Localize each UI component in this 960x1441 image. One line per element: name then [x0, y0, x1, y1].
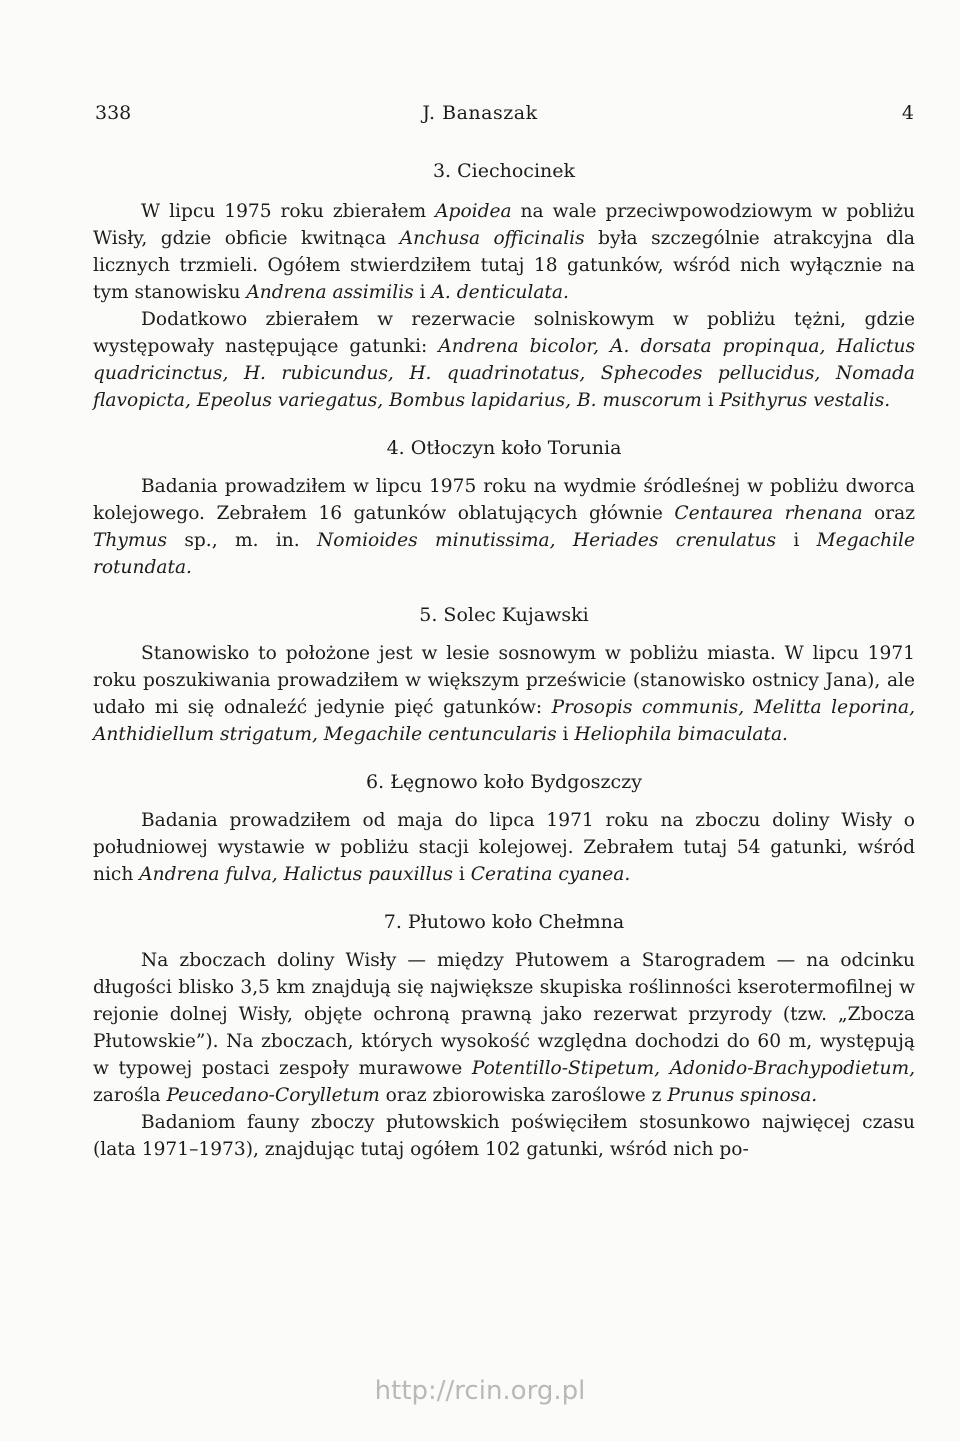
- species-name: Ceratina cyanea.: [470, 864, 631, 885]
- running-title: J. Banaszak: [422, 102, 538, 124]
- section-heading: 6. Łęgnowo koło Bydgoszczy: [366, 771, 642, 793]
- species-name: Anchusa officinalis: [399, 228, 585, 249]
- species-name: Andrena assimilis: [246, 282, 414, 303]
- species-name: Psithyrus vestalis.: [719, 390, 891, 411]
- species-name: Heliophila bimaculata.: [574, 724, 788, 745]
- species-name: A. denticulata.: [431, 282, 569, 303]
- species-name: Thymus: [93, 530, 168, 551]
- paragraph: Badaniom fauny zboczy płutowskich poświęciłem stosunkowo najwięcej czasu (lata 1971–1973), znajdując tutaj ogółem 102 gatunki, wśród nich po-: [93, 1112, 915, 1160]
- species-name: Megachile rotundata.: [93, 530, 915, 578]
- species-name: Potentillo-Stipetum, Adonido-Brachypodietum,: [471, 1058, 915, 1079]
- section-heading: 3. Ciechocinek: [432, 160, 576, 182]
- species-name: Andrena fulva, Halictus pauxillus: [139, 864, 453, 885]
- species-name: Centaurea rhenana: [674, 503, 863, 524]
- section-heading: 7. Płutowo koło Chełmna: [383, 911, 625, 933]
- species-name: Nomioides minutissima, Heriades crenulatus: [316, 530, 777, 551]
- species-name: Prosopis communis, Melitta leporina, Anthidiellum strigatum, Megachile centuncularis: [93, 697, 915, 745]
- paragraph: W lipcu 1975 roku zbierałem Apoidea na wale przeciwpowodziowym w pobliżu Wisły, gdzie obficie kwitnąca Anchusa officinalis była szczególnie atrakcyjna dla licznych trzmieli. Ogółem stwierdziłem tutaj 18 gatunków, wśród nich wyłącznie na tym stanowisku Andrena assimilis i A. denticulata.: [93, 201, 916, 303]
- section-heading: 5. Solec Kujawski: [419, 604, 589, 626]
- paragraph: Badania prowadziłem w lipcu 1975 roku na wydmie śródleśnej w pobliżu dworca kolejowego. Zebrałem 16 gatunków oblatujących głównie Centaurea rhenana oraz Thymus sp., m. in. Nomioides minutissima, Heriades crenulatus i Megachile rotundata.: [93, 476, 915, 578]
- species-name: Andrena bicolor, A. dorsata propinqua, Halictus quadricinctus, H. rubicundus, H. quadrinotatus, Sphecodes pellucidus, Nomada flavopicta, Epeolus variegatus, Bombus lapidarius, B. muscorum: [93, 336, 915, 411]
- paragraph: Stanowisko to położone jest w lesie sosnowym w pobliżu miasta. W lipcu 1971 roku poszukiwania prowadziłem w większym prześwicie (stanowisko ostnicy Jana), ale udało mi się odnaleźć jedynie pięć gatunków: Prosopis communis, Melitta leporina, Anthidiellum strigatum, Megachile centuncularis i Heliophila bimaculata.: [93, 643, 915, 745]
- source-url-watermark: http://rcin.org.pl: [374, 1376, 586, 1406]
- section-heading: 4. Otłoczyn koło Torunia: [386, 437, 622, 459]
- section-number: 4: [901, 102, 914, 124]
- species-name: Prunus spinosa.: [667, 1085, 818, 1106]
- page-body: [93, 157, 915, 1163]
- paragraph: Badania prowadziłem od maja do lipca 1971 roku na zboczu doliny Wisły o południowej wystawie w pobliżu stacji kolejowej. Zebrałem tutaj 54 gatunki, wśród nich Andrena fulva, Halictus pauxillus i Ceratina cyanea.: [93, 810, 915, 885]
- paragraph: Dodatkowo zbierałem w rezerwacie solniskowym w pobliżu tężni, gdzie występowały następujące gatunki: Andrena bicolor, A. dorsata propinqua, Halictus quadricinctus, H. rubicundus, H. quadrinotatus, Sphecodes pellucidus, Nomada flavopicta, Epeolus variegatus, Bombus lapidarius, B. muscorum i Psithyrus vestalis.: [93, 309, 915, 411]
- page-number: 338: [95, 102, 132, 124]
- species-name: Apoidea: [435, 201, 512, 222]
- paragraph: Na zboczach doliny Wisły — między Płutowem a Starogradem — na odcinku długości blisko 3,5 km znajdują się największe skupiska roślinności kserotermofilnej w rejonie dolnej Wisły, objęte ochroną prawną jako rezerwat przyrody (tzw. „Zbocza Płutowskie”). Na zboczach, których wysokość względna dochodzi do 60 m, występują w typowej postaci zespoły murawowe Potentillo-Stipetum, Adonido-Brachypodietum, zarośla Peucedano-Corylletum oraz zbiorowiska zaroślowe z Prunus spinosa.: [93, 950, 915, 1106]
- species-name: Peucedano-Corylletum: [166, 1085, 380, 1106]
